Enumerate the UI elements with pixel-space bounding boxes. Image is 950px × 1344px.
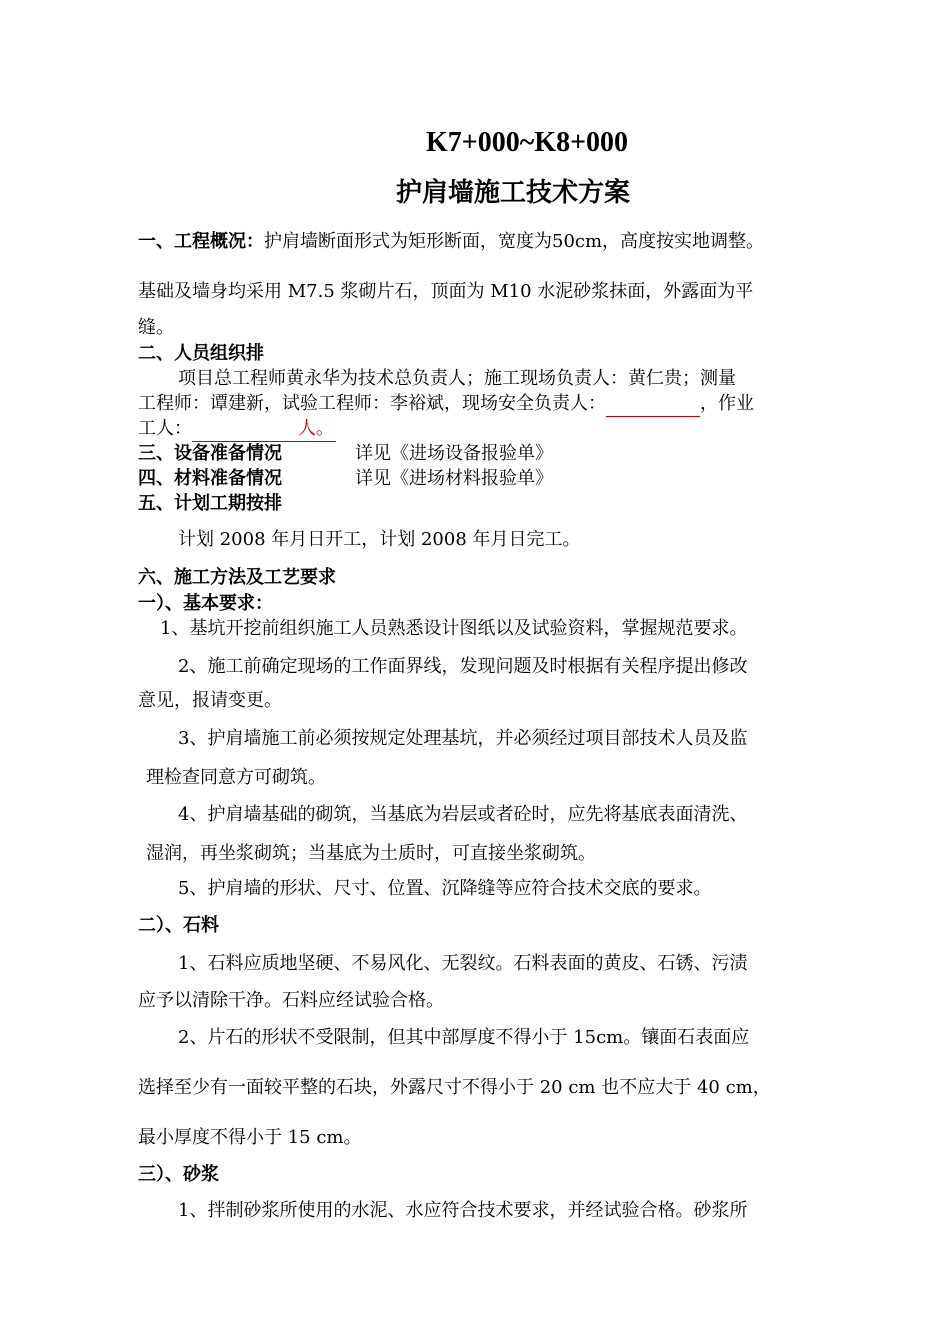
section-1-heading: 一、工程概况： [138,231,264,252]
subsection-3-item-1a: 1、拌制砂浆所使用的水泥、水应符合技术要求，并经试验合格。砂浆所 [178,1200,748,1221]
subsection-1-heading: 一）、基本要求： [138,593,273,614]
section-4-text: 详见《进场材料报验单》 [355,468,553,489]
section-2-line-2 [138,392,754,417]
subsection-1-item-3a: 3、护肩墙施工前必须按规定处理基坑，并必须经过项目部技术人员及监 [178,728,748,749]
subsection-2-item-1b: 应予以清除干净。石料应经试验合格。 [138,990,444,1011]
section-1-line-3: 缝。 [138,317,174,338]
subsection-1-item-4b: 湿润，再坐浆砌筑；当基底为土质时，可直接坐浆砌筑。 [146,843,596,864]
subsection-2-item-2c: 最小厚度不得小于 15 cm。 [138,1127,362,1148]
section-2-line-2-end: ，作业 [700,393,754,414]
section-2-line-3-text: 工人： [138,418,192,439]
section-1-line-2: 基础及墙身均采用 M7.5 浆砌片石，顶面为 M10 水泥砂浆抹面，外露面为平 [138,281,754,302]
section-5-text: 计划 2008 年月日开工，计划 2008 年月日完工。 [178,529,581,550]
section-2-line-1: 项目总工程师黄永华为技术总负责人；施工现场负责人：黄仁贵；测量 [178,368,736,389]
section-1-line-1 [138,230,764,254]
section-2-line-2-text: 工程师：谭建新，试验工程师：李裕斌，现场安全负责人： [138,393,606,414]
subsection-1-item-2b: 意见，报请变更。 [138,690,282,711]
section-2-line-3 [138,417,336,442]
section-5-heading: 五、计划工期按排 [138,493,282,514]
subsection-3-heading: 三）、砂浆 [138,1164,219,1185]
subsection-2-heading: 二）、石料 [138,915,219,936]
section-3-heading: 三、设备准备情况 [138,443,282,464]
subsection-1-item-5: 5、护肩墙的形状、尺寸、位置、沉降缝等应符合技术交底的要求。 [178,878,712,899]
section-3-text: 详见《进场设备报验单》 [355,443,553,464]
subsection-2-item-2a: 2、片石的形状不受限制，但其中部厚度不得小于 15cm。镶面石表面应 [178,1027,750,1048]
workers-count-blank: 人。 [192,417,336,442]
subsection-1-item-4a: 4、护肩墙基础的砌筑，当基底为岩层或者砼时，应先将基底表面清洗、 [178,804,748,825]
document-subtitle: 护肩墙施工技术方案 [396,178,631,208]
subsection-1-item-3b: 理检查同意方可砌筑。 [146,767,326,788]
subsection-2-item-2b: 选择至少有一面较平整的石块，外露尺寸不得小于 20 cm 也不应大于 40 cm， [138,1077,771,1098]
subsection-1-item-1: 1、基坑开挖前组织施工人员熟悉设计图纸以及试验资料，掌握规范要求。 [160,618,748,639]
subsection-2-item-1a: 1、石料应质地坚硬、不易风化、无裂纹。石料表面的黄皮、石锈、污渍 [178,953,748,974]
document-title: K7+000~K8+000 [426,127,629,158]
subsection-1-item-2a: 2、施工前确定现场的工作面界线，发现问题及时根据有关程序提出修改 [178,656,748,677]
section-1-text: 护肩墙断面形式为矩形断面，宽度为50cm，高度按实地调整。 [264,231,765,252]
section-2-heading: 二、人员组织排 [138,343,264,364]
section-6-heading: 六、施工方法及工艺要求 [138,567,336,588]
section-4-heading: 四、材料准备情况 [138,468,282,489]
safety-lead-blank [606,392,700,417]
